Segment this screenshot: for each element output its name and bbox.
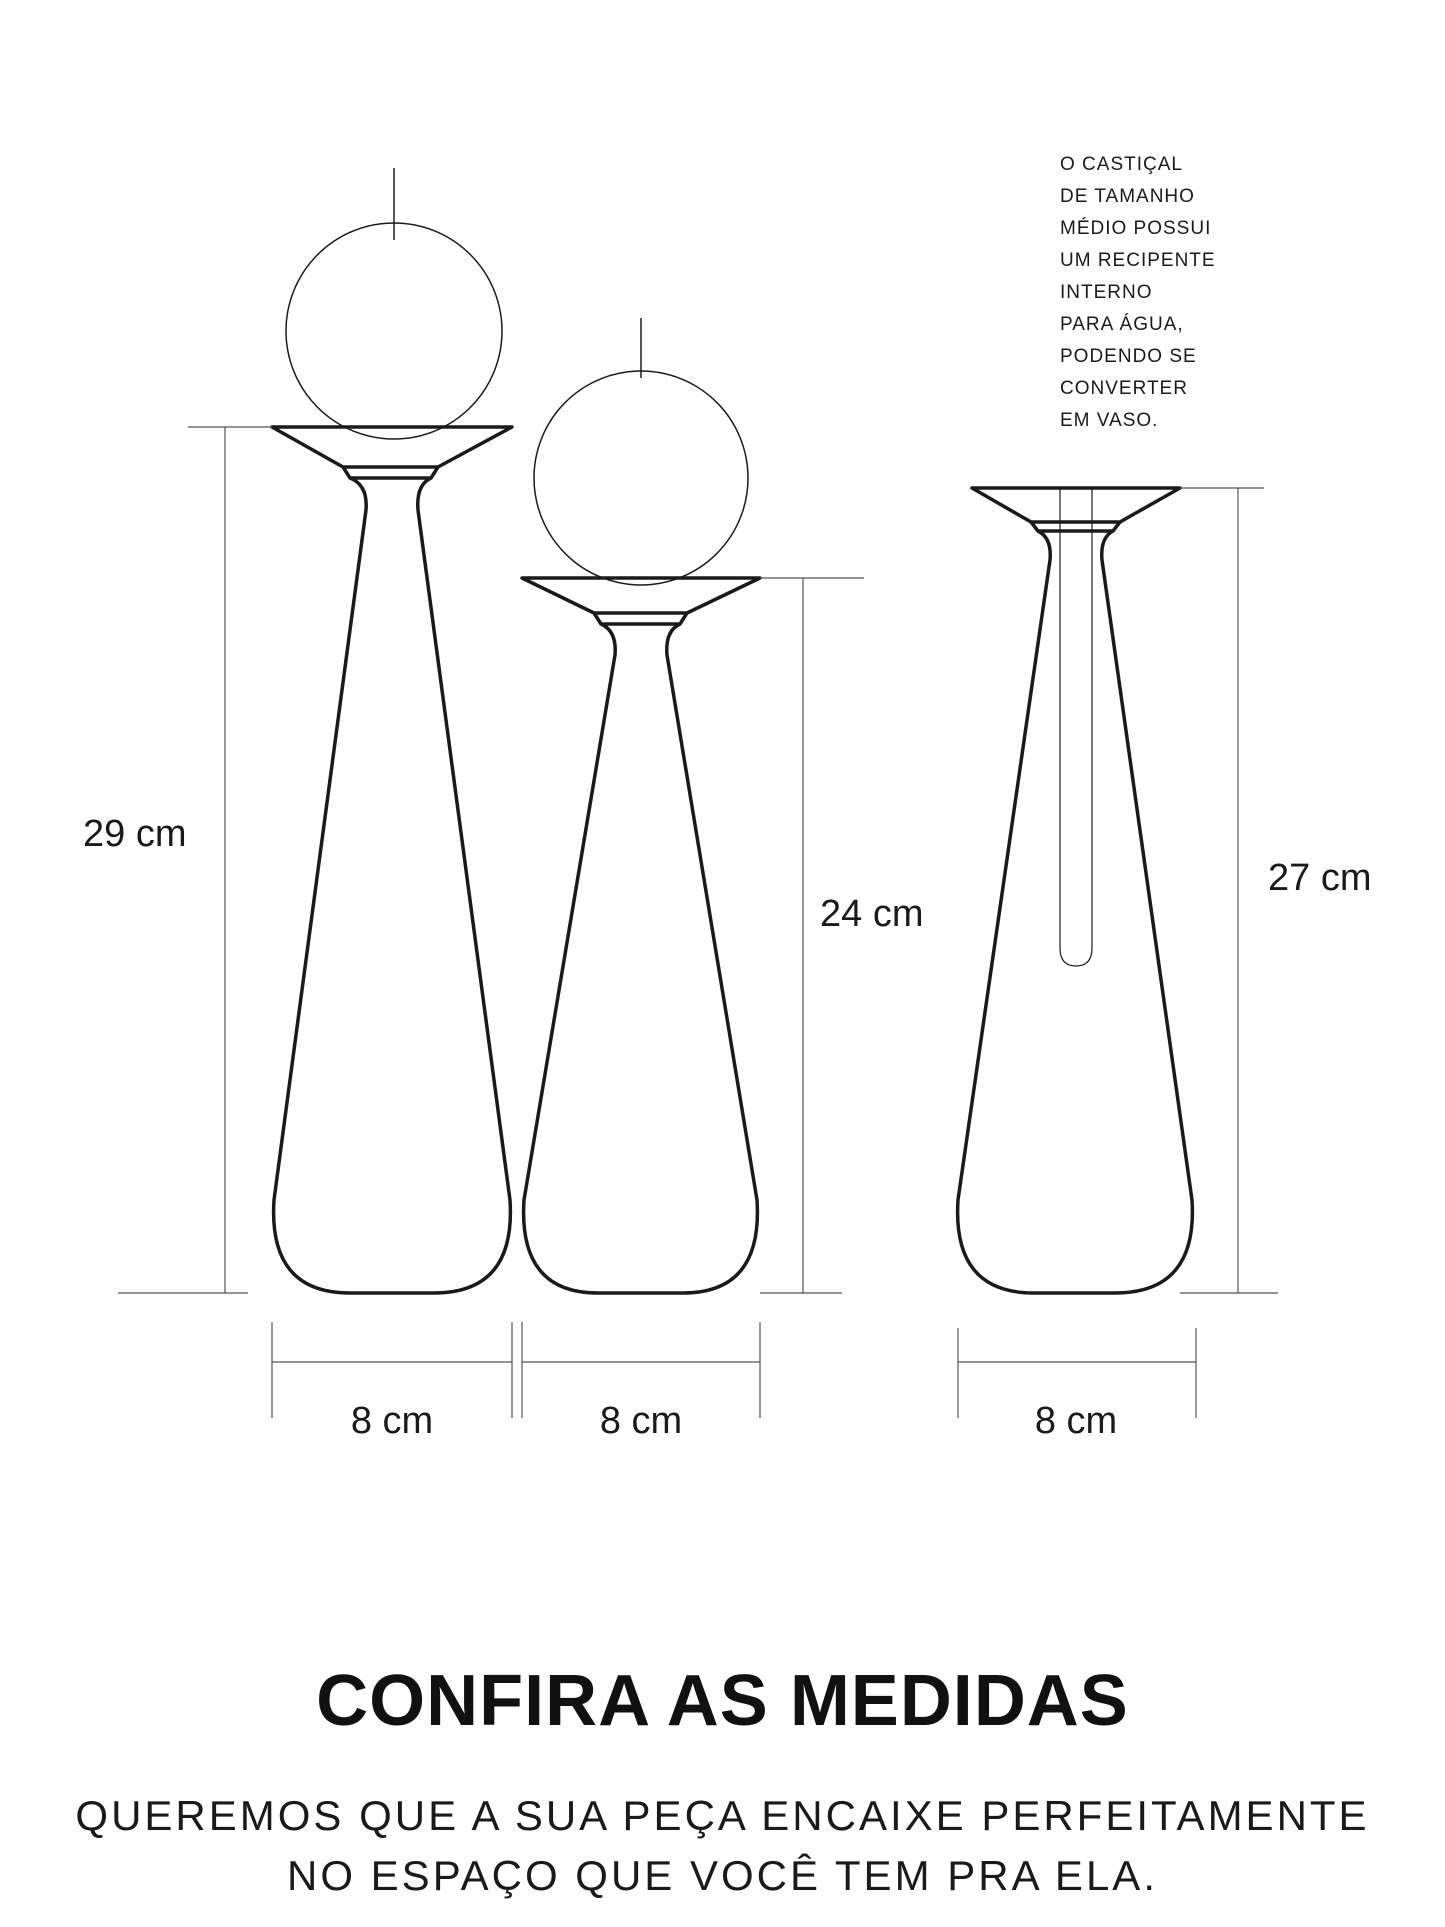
subtitle-line-2: NO ESPAÇO QUE VOCÊ TEM PRA ELA. (287, 1852, 1158, 1899)
note-line: UM RECIPENTE (1060, 250, 1216, 271)
height-label-vase: 27 cm (1268, 857, 1372, 899)
note-line: INTERNO (1060, 282, 1153, 303)
note-line: EM VASO. (1060, 410, 1159, 431)
width-label-medium: 8 cm (599, 1400, 683, 1442)
height-label-large: 29 cm (83, 813, 187, 855)
note-line: DE TAMANHO (1060, 186, 1195, 207)
candle-sphere (534, 371, 748, 585)
candlestick-large (83, 168, 512, 1442)
note-line: PODENDO SE (1060, 346, 1197, 367)
note-line: MÉDIO POSSUI (1060, 218, 1212, 239)
vase-note (1060, 154, 1216, 431)
candlestick-body (522, 578, 760, 1293)
note-line: PARA ÁGUA, (1060, 314, 1184, 335)
height-label-medium: 24 cm (820, 893, 924, 935)
width-label-vase: 8 cm (1034, 1400, 1118, 1442)
candlestick-medium (522, 318, 923, 1442)
candle-sphere (286, 223, 502, 439)
candlestick-body (272, 427, 512, 1293)
vase-body (958, 488, 1193, 1293)
candlestick-vase (958, 488, 1372, 1442)
water-tube (1060, 488, 1092, 966)
note-line: O CASTIÇAL (1060, 154, 1183, 175)
subtitle-line-1: QUEREMOS QUE A SUA PEÇA ENCAIXE PERFEITAMENTE (75, 1792, 1370, 1839)
page-heading: CONFIRA AS MEDIDAS (316, 1661, 1129, 1741)
width-label-large: 8 cm (350, 1400, 434, 1442)
note-line: CONVERTER (1060, 378, 1188, 399)
